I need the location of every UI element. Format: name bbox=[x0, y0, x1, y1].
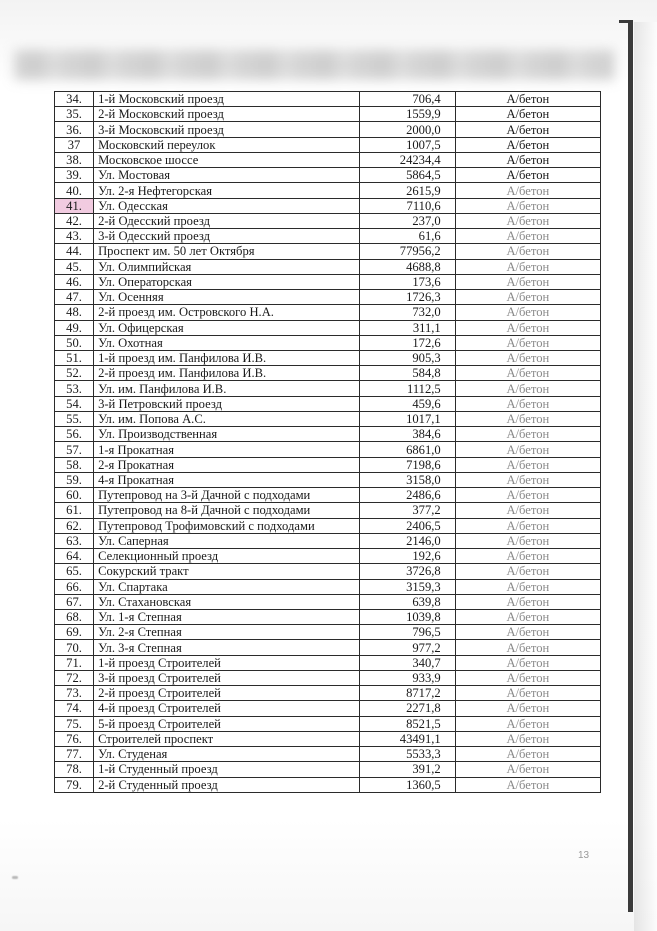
road-name: Ул. Охотная bbox=[94, 335, 359, 350]
table-row bbox=[55, 152, 601, 167]
road-name: Строителей проспект bbox=[94, 731, 359, 746]
row-number: 48. bbox=[55, 305, 94, 320]
table-row bbox=[55, 670, 601, 685]
road-length: 1039,8 bbox=[359, 609, 455, 624]
road-name: Ул. Операторская bbox=[94, 274, 359, 289]
surface-type: А/бетон bbox=[455, 427, 600, 442]
road-name: Ул. им. Панфилова И.В. bbox=[94, 381, 359, 396]
road-length: 732,0 bbox=[359, 305, 455, 320]
row-number: 56. bbox=[55, 427, 94, 442]
road-length: 2406,5 bbox=[359, 518, 455, 533]
road-length: 340,7 bbox=[359, 655, 455, 670]
road-name: 2-й Студенный проезд bbox=[94, 777, 359, 792]
table-row bbox=[55, 472, 601, 487]
table-row bbox=[55, 396, 601, 411]
road-length: 2000,0 bbox=[359, 122, 455, 137]
road-length: 3726,8 bbox=[359, 564, 455, 579]
scan-speck bbox=[12, 876, 18, 879]
table-row bbox=[55, 411, 601, 426]
road-name: 3-й проезд Строителей bbox=[94, 670, 359, 685]
surface-type: А/бетон bbox=[455, 594, 600, 609]
table-row bbox=[55, 442, 601, 457]
road-name: Путепровод на 8-й Дачной с подходами bbox=[94, 503, 359, 518]
table-row bbox=[55, 777, 601, 792]
road-name: 3-й Одесский проезд bbox=[94, 229, 359, 244]
row-number: 35. bbox=[55, 107, 94, 122]
road-name: Путепровод Трофимовский с подходами bbox=[94, 518, 359, 533]
road-length: 459,6 bbox=[359, 396, 455, 411]
row-number: 37 bbox=[55, 137, 94, 152]
road-name: Ул. 3-я Степная bbox=[94, 640, 359, 655]
road-name: 1-й проезд Строителей bbox=[94, 655, 359, 670]
table-row bbox=[55, 381, 601, 396]
surface-type: А/бетон bbox=[455, 122, 600, 137]
surface-type: А/бетон bbox=[455, 442, 600, 457]
table-row bbox=[55, 183, 601, 198]
table-row bbox=[55, 625, 601, 640]
surface-type: А/бетон bbox=[455, 731, 600, 746]
table-row bbox=[55, 488, 601, 503]
row-number: 54. bbox=[55, 396, 94, 411]
road-length: 77956,2 bbox=[359, 244, 455, 259]
surface-type: А/бетон bbox=[455, 183, 600, 198]
surface-type: А/бетон bbox=[455, 350, 600, 365]
table-row bbox=[55, 427, 601, 442]
row-number: 40. bbox=[55, 183, 94, 198]
row-number: 53. bbox=[55, 381, 94, 396]
road-name: 3-й Петровский проезд bbox=[94, 396, 359, 411]
row-number: 51. bbox=[55, 350, 94, 365]
surface-type: А/бетон bbox=[455, 609, 600, 624]
table-row bbox=[55, 609, 601, 624]
row-number: 58. bbox=[55, 457, 94, 472]
road-length: 173,6 bbox=[359, 274, 455, 289]
table-row bbox=[55, 457, 601, 472]
road-name: Ул. Офицерская bbox=[94, 320, 359, 335]
page-number: 13 bbox=[578, 850, 590, 861]
road-length: 43491,1 bbox=[359, 731, 455, 746]
table-row bbox=[55, 137, 601, 152]
row-number: 47. bbox=[55, 290, 94, 305]
table-row bbox=[55, 518, 601, 533]
road-length: 977,2 bbox=[359, 640, 455, 655]
table-row bbox=[55, 198, 601, 213]
surface-type: А/бетон bbox=[455, 518, 600, 533]
blurred-header-band bbox=[14, 50, 614, 80]
road-name: 4-я Прокатная bbox=[94, 472, 359, 487]
surface-type: А/бетон bbox=[455, 229, 600, 244]
table-row bbox=[55, 686, 601, 701]
row-number: 36. bbox=[55, 122, 94, 137]
surface-type: А/бетон bbox=[455, 564, 600, 579]
road-name: Ул. Саперная bbox=[94, 533, 359, 548]
surface-type: А/бетон bbox=[455, 655, 600, 670]
surface-type: А/бетон bbox=[455, 716, 600, 731]
surface-type: А/бетон bbox=[455, 213, 600, 228]
road-length: 2271,8 bbox=[359, 701, 455, 716]
road-length: 24234,4 bbox=[359, 152, 455, 167]
row-number: 39. bbox=[55, 168, 94, 183]
surface-type: А/бетон bbox=[455, 686, 600, 701]
row-number: 78. bbox=[55, 762, 94, 777]
surface-type: А/бетон bbox=[455, 107, 600, 122]
surface-type: А/бетон bbox=[455, 457, 600, 472]
table-row bbox=[55, 107, 601, 122]
row-number: 73. bbox=[55, 686, 94, 701]
table-row bbox=[55, 549, 601, 564]
road-name: 1-й Студенный проезд bbox=[94, 762, 359, 777]
surface-type: А/бетон bbox=[455, 320, 600, 335]
road-name: Ул. Спартака bbox=[94, 579, 359, 594]
road-length: 61,6 bbox=[359, 229, 455, 244]
road-length: 384,6 bbox=[359, 427, 455, 442]
surface-type: А/бетон bbox=[455, 168, 600, 183]
road-name: Селекционный проезд bbox=[94, 549, 359, 564]
road-name: Проспект им. 50 лет Октября bbox=[94, 244, 359, 259]
road-length: 2146,0 bbox=[359, 533, 455, 548]
road-name: Ул. Производственная bbox=[94, 427, 359, 442]
surface-type: А/бетон bbox=[455, 92, 600, 107]
table-row bbox=[55, 168, 601, 183]
road-length: 172,6 bbox=[359, 335, 455, 350]
surface-type: А/бетон bbox=[455, 198, 600, 213]
row-number: 63. bbox=[55, 533, 94, 548]
road-length: 5864,5 bbox=[359, 168, 455, 183]
table-row bbox=[55, 503, 601, 518]
road-name: 2-й проезд Строителей bbox=[94, 686, 359, 701]
road-length: 1360,5 bbox=[359, 777, 455, 792]
road-name: Ул. Мостовая bbox=[94, 168, 359, 183]
surface-type: А/бетон bbox=[455, 640, 600, 655]
table-row bbox=[55, 655, 601, 670]
road-name: 2-й Одесский проезд bbox=[94, 213, 359, 228]
road-length: 3159,3 bbox=[359, 579, 455, 594]
table-row bbox=[55, 213, 601, 228]
row-number: 67. bbox=[55, 594, 94, 609]
surface-type: А/бетон bbox=[455, 305, 600, 320]
road-name: 1-я Прокатная bbox=[94, 442, 359, 457]
row-number: 61. bbox=[55, 503, 94, 518]
surface-type: А/бетон bbox=[455, 137, 600, 152]
surface-type: А/бетон bbox=[455, 747, 600, 762]
roads-table bbox=[54, 91, 601, 793]
table-row bbox=[55, 701, 601, 716]
surface-type: А/бетон bbox=[455, 777, 600, 792]
row-number: 45. bbox=[55, 259, 94, 274]
surface-type: А/бетон bbox=[455, 274, 600, 289]
table-row bbox=[55, 731, 601, 746]
road-length: 2615,9 bbox=[359, 183, 455, 198]
table-row bbox=[55, 716, 601, 731]
table-row bbox=[55, 579, 601, 594]
table-row bbox=[55, 747, 601, 762]
row-number: 41. bbox=[55, 198, 94, 213]
road-name: 2-й проезд им. Островского Н.А. bbox=[94, 305, 359, 320]
table-row bbox=[55, 290, 601, 305]
road-length: 237,0 bbox=[359, 213, 455, 228]
road-name: Ул. Одесская bbox=[94, 198, 359, 213]
row-number: 74. bbox=[55, 701, 94, 716]
row-number: 72. bbox=[55, 670, 94, 685]
surface-type: А/бетон bbox=[455, 533, 600, 548]
binding-edge-line bbox=[628, 22, 633, 912]
row-number: 57. bbox=[55, 442, 94, 457]
surface-type: А/бетон bbox=[455, 396, 600, 411]
road-length: 706,4 bbox=[359, 92, 455, 107]
row-number: 65. bbox=[55, 564, 94, 579]
road-length: 1559,9 bbox=[359, 107, 455, 122]
road-name: Ул. Студеная bbox=[94, 747, 359, 762]
road-length: 1726,3 bbox=[359, 290, 455, 305]
road-length: 1112,5 bbox=[359, 381, 455, 396]
road-name: 5-й проезд Строителей bbox=[94, 716, 359, 731]
table-row bbox=[55, 92, 601, 107]
road-length: 1017,1 bbox=[359, 411, 455, 426]
row-number: 44. bbox=[55, 244, 94, 259]
road-length: 1007,5 bbox=[359, 137, 455, 152]
road-length: 6861,0 bbox=[359, 442, 455, 457]
road-length: 584,8 bbox=[359, 366, 455, 381]
surface-type: А/бетон bbox=[455, 381, 600, 396]
road-name: Ул. Стахановская bbox=[94, 594, 359, 609]
roads-table-body bbox=[55, 92, 601, 793]
road-length: 311,1 bbox=[359, 320, 455, 335]
surface-type: А/бетон bbox=[455, 670, 600, 685]
row-number: 76. bbox=[55, 731, 94, 746]
road-name: Московское шоссе bbox=[94, 152, 359, 167]
road-name: 2-й проезд им. Панфилова И.В. bbox=[94, 366, 359, 381]
table-row bbox=[55, 244, 601, 259]
table-row bbox=[55, 335, 601, 350]
row-number: 59. bbox=[55, 472, 94, 487]
table-row bbox=[55, 259, 601, 274]
row-number: 49. bbox=[55, 320, 94, 335]
road-length: 192,6 bbox=[359, 549, 455, 564]
row-number: 66. bbox=[55, 579, 94, 594]
surface-type: А/бетон bbox=[455, 579, 600, 594]
surface-type: А/бетон bbox=[455, 625, 600, 640]
surface-type: А/бетон bbox=[455, 152, 600, 167]
table-row bbox=[55, 122, 601, 137]
row-number: 55. bbox=[55, 411, 94, 426]
row-number: 71. bbox=[55, 655, 94, 670]
road-name: 2-я Прокатная bbox=[94, 457, 359, 472]
table-row bbox=[55, 229, 601, 244]
row-number: 50. bbox=[55, 335, 94, 350]
row-number: 77. bbox=[55, 747, 94, 762]
road-length: 639,8 bbox=[359, 594, 455, 609]
road-length: 391,2 bbox=[359, 762, 455, 777]
road-name: 1-й Московский проезд bbox=[94, 92, 359, 107]
surface-type: А/бетон bbox=[455, 762, 600, 777]
row-number: 64. bbox=[55, 549, 94, 564]
road-length: 933,9 bbox=[359, 670, 455, 685]
road-name: Сокурский тракт bbox=[94, 564, 359, 579]
road-name: Ул. 2-я Нефтегорская bbox=[94, 183, 359, 198]
road-length: 7198,6 bbox=[359, 457, 455, 472]
road-name: 2-й Московский проезд bbox=[94, 107, 359, 122]
row-number: 75. bbox=[55, 716, 94, 731]
table-row bbox=[55, 305, 601, 320]
road-length: 377,2 bbox=[359, 503, 455, 518]
road-name: Московский переулок bbox=[94, 137, 359, 152]
row-number: 52. bbox=[55, 366, 94, 381]
surface-type: А/бетон bbox=[455, 472, 600, 487]
surface-type: А/бетон bbox=[455, 259, 600, 274]
row-number: 69. bbox=[55, 625, 94, 640]
road-length: 8521,5 bbox=[359, 716, 455, 731]
surface-type: А/бетон bbox=[455, 488, 600, 503]
row-number: 38. bbox=[55, 152, 94, 167]
row-number: 46. bbox=[55, 274, 94, 289]
row-number: 43. bbox=[55, 229, 94, 244]
table-row bbox=[55, 320, 601, 335]
surface-type: А/бетон bbox=[455, 366, 600, 381]
surface-type: А/бетон bbox=[455, 290, 600, 305]
road-name: Путепровод на 3-й Дачной с подходами bbox=[94, 488, 359, 503]
surface-type: А/бетон bbox=[455, 549, 600, 564]
road-length: 3158,0 bbox=[359, 472, 455, 487]
road-name: 3-й Московский проезд bbox=[94, 122, 359, 137]
surface-type: А/бетон bbox=[455, 701, 600, 716]
row-number: 79. bbox=[55, 777, 94, 792]
road-name: 1-й проезд им. Панфилова И.В. bbox=[94, 350, 359, 365]
page-edge-shadow bbox=[634, 22, 657, 931]
road-length: 8717,2 bbox=[359, 686, 455, 701]
road-name: 4-й проезд Строителей bbox=[94, 701, 359, 716]
table-row bbox=[55, 274, 601, 289]
table-row bbox=[55, 640, 601, 655]
table-row bbox=[55, 564, 601, 579]
row-number: 34. bbox=[55, 92, 94, 107]
row-number: 70. bbox=[55, 640, 94, 655]
table-row bbox=[55, 533, 601, 548]
row-number: 68. bbox=[55, 609, 94, 624]
road-length: 2486,6 bbox=[359, 488, 455, 503]
table-row bbox=[55, 594, 601, 609]
road-length: 4688,8 bbox=[359, 259, 455, 274]
row-number: 60. bbox=[55, 488, 94, 503]
road-length: 5533,3 bbox=[359, 747, 455, 762]
table-row bbox=[55, 366, 601, 381]
table-row bbox=[55, 762, 601, 777]
table-row bbox=[55, 350, 601, 365]
row-number: 62. bbox=[55, 518, 94, 533]
road-name: Ул. им. Попова А.С. bbox=[94, 411, 359, 426]
surface-type: А/бетон bbox=[455, 503, 600, 518]
surface-type: А/бетон bbox=[455, 411, 600, 426]
road-name: Ул. Осенняя bbox=[94, 290, 359, 305]
road-length: 905,3 bbox=[359, 350, 455, 365]
row-number: 42. bbox=[55, 213, 94, 228]
road-name: Ул. 1-я Степная bbox=[94, 609, 359, 624]
surface-type: А/бетон bbox=[455, 335, 600, 350]
road-length: 7110,6 bbox=[359, 198, 455, 213]
road-name: Ул. Олимпийская bbox=[94, 259, 359, 274]
road-length: 796,5 bbox=[359, 625, 455, 640]
road-name: Ул. 2-я Степная bbox=[94, 625, 359, 640]
surface-type: А/бетон bbox=[455, 244, 600, 259]
